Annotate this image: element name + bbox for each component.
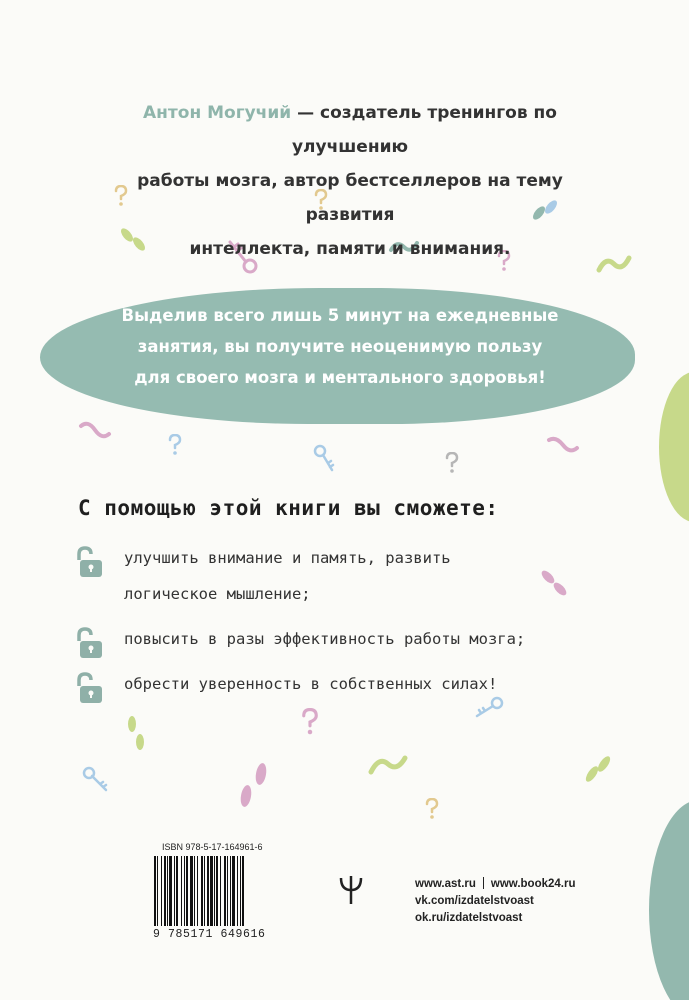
footprints-icon: [236, 760, 272, 810]
isbn-label: ISBN 978-5-17-164961-6: [162, 842, 263, 852]
barcode-bar: [176, 856, 178, 926]
ok-link[interactable]: ok.ru/izdatelstvoast: [415, 912, 523, 924]
intro-line-2: работы мозга, автор бестселлеров на тему развития: [137, 171, 563, 225]
barcode-bar: [224, 856, 226, 926]
list-item: [74, 540, 604, 612]
barcode-bar: [169, 856, 172, 926]
barcode: [152, 856, 294, 926]
barcode-bar: [240, 856, 241, 926]
barcode-bar: [204, 856, 205, 926]
barcode-bar: [161, 856, 162, 926]
link-separator: [483, 877, 484, 889]
barcode-bar: [210, 856, 213, 926]
question-mark-icon: [300, 708, 320, 736]
list-item: [74, 666, 604, 702]
barcode-bar: [194, 856, 195, 926]
banner-line-2: занятия, вы получите неоценимую пользу: [137, 337, 543, 356]
barcode-bar: [190, 856, 193, 926]
barcode-bar: [242, 856, 244, 926]
author-intro: [90, 96, 610, 266]
key-icon: [312, 444, 336, 474]
banner-line-1: Выделив всего лишь 5 минут на ежедневные: [121, 306, 559, 325]
question-mark-icon: [167, 434, 183, 456]
tilde-icon: [546, 434, 580, 456]
footprints-icon: [582, 752, 614, 786]
barcode-bar: [220, 856, 221, 926]
tilde-icon: [78, 418, 112, 444]
barcode-digits: 9 785171 649616: [153, 928, 266, 941]
barcode-bar: [157, 856, 158, 926]
barcode-bar: [237, 856, 238, 926]
barcode-bar: [186, 856, 188, 926]
list-item: [74, 621, 604, 657]
barcode-bar: [232, 856, 235, 926]
barcode-bar: [181, 856, 182, 926]
benefit-text-line: повысить в разы эффективность работы мозга;: [124, 630, 526, 648]
author-name: Антон Могучий: [143, 103, 292, 123]
question-mark-icon: [424, 798, 440, 820]
benefit-text-line: обрести уверенность в собственных силах!: [124, 675, 498, 693]
barcode-bar: [230, 856, 231, 926]
barcode-bar: [154, 856, 156, 926]
barcode-bar: [216, 856, 218, 926]
barcode-bar: [197, 856, 198, 926]
site-link-ast[interactable]: www.ast.ru: [415, 878, 476, 890]
banner-line-3: для своего мозга и ментального здоровья!: [134, 368, 546, 387]
banner-text: [90, 300, 590, 393]
publisher-links: [415, 876, 575, 927]
benefit-text-line: логическое мышление;: [124, 585, 311, 603]
benefits-heading: С помощью этой книги вы сможете:: [78, 496, 499, 520]
barcode-bar: [227, 856, 228, 926]
green-blob: [659, 372, 689, 522]
open-lock-icon: [74, 672, 104, 704]
open-lock-icon: [74, 546, 104, 578]
barcode-bar: [207, 856, 209, 926]
question-mark-icon: [444, 452, 460, 474]
footprints-icon: [126, 714, 146, 754]
psi-publisher-logo: [338, 874, 364, 906]
barcode-bar: [184, 856, 185, 926]
intro-line-3: интеллекта, памяти и внимания.: [189, 239, 511, 259]
barcode-bar: [174, 856, 175, 926]
benefit-text-line: улучшить внимание и память, развить: [124, 549, 451, 567]
barcode-bar: [164, 856, 166, 926]
teal-blob: [649, 800, 689, 1000]
barcode-bar: [214, 856, 215, 926]
site-link-book24[interactable]: www.book24.ru: [490, 878, 576, 890]
benefits-list: [74, 540, 604, 711]
open-lock-icon: [74, 627, 104, 659]
vk-link[interactable]: vk.com/izdatelstvoast: [415, 895, 534, 907]
barcode-bar: [167, 856, 168, 926]
barcode-bar: [201, 856, 203, 926]
intro-line-1: — создатель тренингов по улучшению: [291, 103, 557, 157]
tilde-icon: [368, 752, 408, 778]
key-icon: [82, 766, 110, 794]
